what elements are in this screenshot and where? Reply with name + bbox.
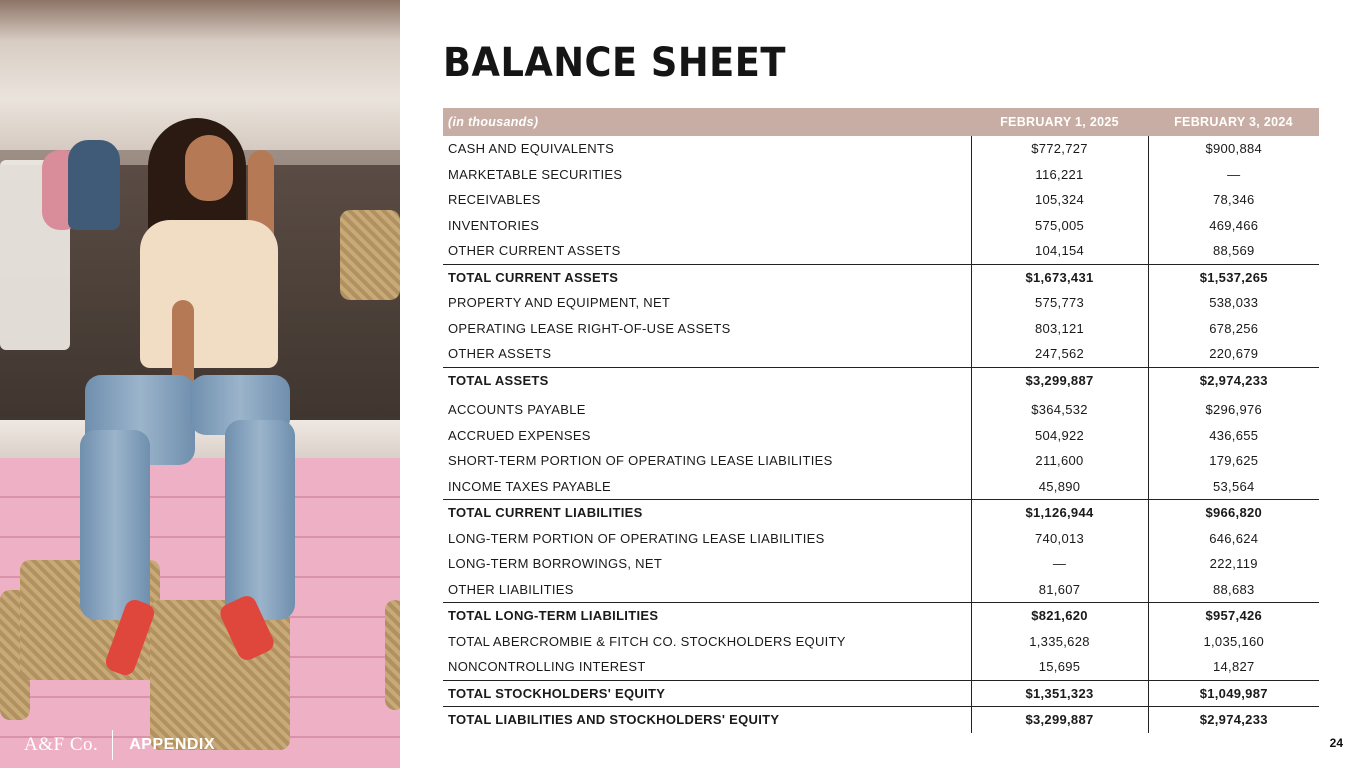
section-label: APPENDIX	[129, 736, 216, 753]
row-label: PROPERTY AND EQUIPMENT, NET	[448, 295, 671, 311]
table-row	[443, 423, 1319, 449]
value-2024: 78,346	[1148, 187, 1319, 213]
value-2025: 1,335,628	[971, 629, 1148, 655]
value-2024: $2,974,233	[1148, 707, 1319, 733]
value-2024: 88,569	[1148, 238, 1319, 264]
value-2024: $1,049,987	[1148, 680, 1319, 707]
value-2024: 469,466	[1148, 213, 1319, 239]
balance-sheet-table	[443, 108, 1319, 733]
hanging-basket	[340, 210, 400, 300]
total-row	[443, 707, 1319, 733]
company-logo: A&F Co.	[24, 734, 99, 755]
page-number: 24	[1329, 736, 1343, 750]
value-2025: 116,221	[971, 162, 1148, 188]
row-label: TOTAL LONG-TERM LIABILITIES	[443, 603, 971, 629]
table-body	[443, 136, 1319, 733]
row-label: TOTAL ASSETS	[443, 367, 971, 393]
value-2025: 575,005	[971, 213, 1148, 239]
row-label: RECEIVABLES	[448, 192, 541, 208]
table-row	[443, 341, 1319, 367]
value-2025: 575,773	[971, 290, 1148, 316]
row-label: MARKETABLE SECURITIES	[448, 166, 623, 182]
woven-bag	[150, 600, 290, 750]
model-face	[185, 135, 233, 201]
value-2025: 211,600	[971, 448, 1148, 474]
table-row	[443, 526, 1319, 552]
value-2024: $1,537,265	[1148, 264, 1319, 290]
value-2024: 646,624	[1148, 526, 1319, 552]
value-2025: 81,607	[971, 577, 1148, 603]
value-2024: $900,884	[1148, 136, 1319, 162]
page-title: BALANCE SHEET	[443, 40, 786, 86]
value-2024: 53,564	[1148, 474, 1319, 500]
footer-brand	[24, 730, 215, 760]
row-label: OTHER LIABILITIES	[448, 581, 574, 597]
value-2025: $364,532	[971, 393, 1148, 423]
value-2025: 105,324	[971, 187, 1148, 213]
table-header-row	[443, 108, 1319, 136]
row-label: INVENTORIES	[448, 217, 540, 233]
value-2025: 504,922	[971, 423, 1148, 449]
row-label: TOTAL CURRENT ASSETS	[443, 264, 971, 290]
value-2025: $821,620	[971, 603, 1148, 629]
row-label: TOTAL STOCKHOLDERS' EQUITY	[443, 680, 971, 707]
woven-bag	[385, 600, 400, 710]
value-2025: 104,154	[971, 238, 1148, 264]
row-label: NONCONTROLLING INTEREST	[448, 659, 646, 675]
value-2024: 88,683	[1148, 577, 1319, 603]
units-header: (in thousands)	[443, 108, 971, 136]
table-row	[443, 629, 1319, 655]
table-row	[443, 474, 1319, 500]
table-row	[443, 577, 1319, 603]
total-row	[443, 603, 1319, 629]
value-2024: 14,827	[1148, 654, 1319, 680]
value-2024: —	[1148, 162, 1319, 188]
table-row	[443, 316, 1319, 342]
value-2025: $1,126,944	[971, 500, 1148, 526]
table-row	[443, 290, 1319, 316]
value-2024: 222,119	[1148, 551, 1319, 577]
row-label: OTHER CURRENT ASSETS	[448, 243, 621, 259]
total-row	[443, 680, 1319, 707]
total-row	[443, 264, 1319, 290]
column-header-2025: FEBRUARY 1, 2025	[971, 108, 1148, 136]
hanging-hat	[68, 140, 120, 230]
column-header-2024: FEBRUARY 3, 2024	[1148, 108, 1319, 136]
table-row	[443, 551, 1319, 577]
row-label: LONG-TERM BORROWINGS, NET	[448, 556, 663, 572]
value-2025: 740,013	[971, 526, 1148, 552]
value-2025: $1,351,323	[971, 680, 1148, 707]
row-label: ACCOUNTS PAYABLE	[448, 402, 586, 418]
row-label: OTHER ASSETS	[448, 346, 552, 362]
table-row	[443, 448, 1319, 474]
total-row	[443, 500, 1319, 526]
model-tee	[140, 220, 278, 368]
row-label: LONG-TERM PORTION OF OPERATING LEASE LIABILITIES	[448, 530, 825, 546]
value-2024: 179,625	[1148, 448, 1319, 474]
value-2024: 436,655	[1148, 423, 1319, 449]
row-label: OPERATING LEASE RIGHT-OF-USE ASSETS	[448, 320, 731, 336]
value-2025: 247,562	[971, 341, 1148, 367]
table-row	[443, 393, 1319, 423]
value-2025: $772,727	[971, 136, 1148, 162]
value-2024: $296,976	[1148, 393, 1319, 423]
value-2024: 1,035,160	[1148, 629, 1319, 655]
value-2024: 220,679	[1148, 341, 1319, 367]
row-label: CASH AND EQUIVALENTS	[448, 141, 615, 157]
table-row	[443, 213, 1319, 239]
hero-photo	[0, 0, 400, 768]
row-label: SHORT-TERM PORTION OF OPERATING LEASE LIABILITIES	[448, 453, 833, 469]
value-2025: —	[971, 551, 1148, 577]
brand-divider	[112, 730, 113, 760]
table-row	[443, 238, 1319, 264]
value-2025: $3,299,887	[971, 707, 1148, 733]
value-2024: $966,820	[1148, 500, 1319, 526]
table-row	[443, 654, 1319, 680]
value-2025: $1,673,431	[971, 264, 1148, 290]
row-label: INCOME TAXES PAYABLE	[448, 478, 612, 494]
value-2025: 45,890	[971, 474, 1148, 500]
value-2025: 803,121	[971, 316, 1148, 342]
row-label: TOTAL ABERCROMBIE & FITCH CO. STOCKHOLDERS EQUITY	[448, 633, 846, 649]
value-2025: 15,695	[971, 654, 1148, 680]
model-jeans	[80, 430, 150, 620]
row-label: TOTAL LIABILITIES AND STOCKHOLDERS' EQUITY	[443, 707, 971, 733]
table-row	[443, 162, 1319, 188]
table-row	[443, 136, 1319, 162]
value-2024: 538,033	[1148, 290, 1319, 316]
model-jeans	[225, 420, 295, 620]
table-row	[443, 187, 1319, 213]
value-2024: $2,974,233	[1148, 367, 1319, 393]
value-2024: 678,256	[1148, 316, 1319, 342]
row-label: ACCRUED EXPENSES	[448, 427, 591, 443]
value-2025: $3,299,887	[971, 367, 1148, 393]
total-row	[443, 367, 1319, 393]
row-label: TOTAL CURRENT LIABILITIES	[443, 500, 971, 526]
value-2024: $957,426	[1148, 603, 1319, 629]
